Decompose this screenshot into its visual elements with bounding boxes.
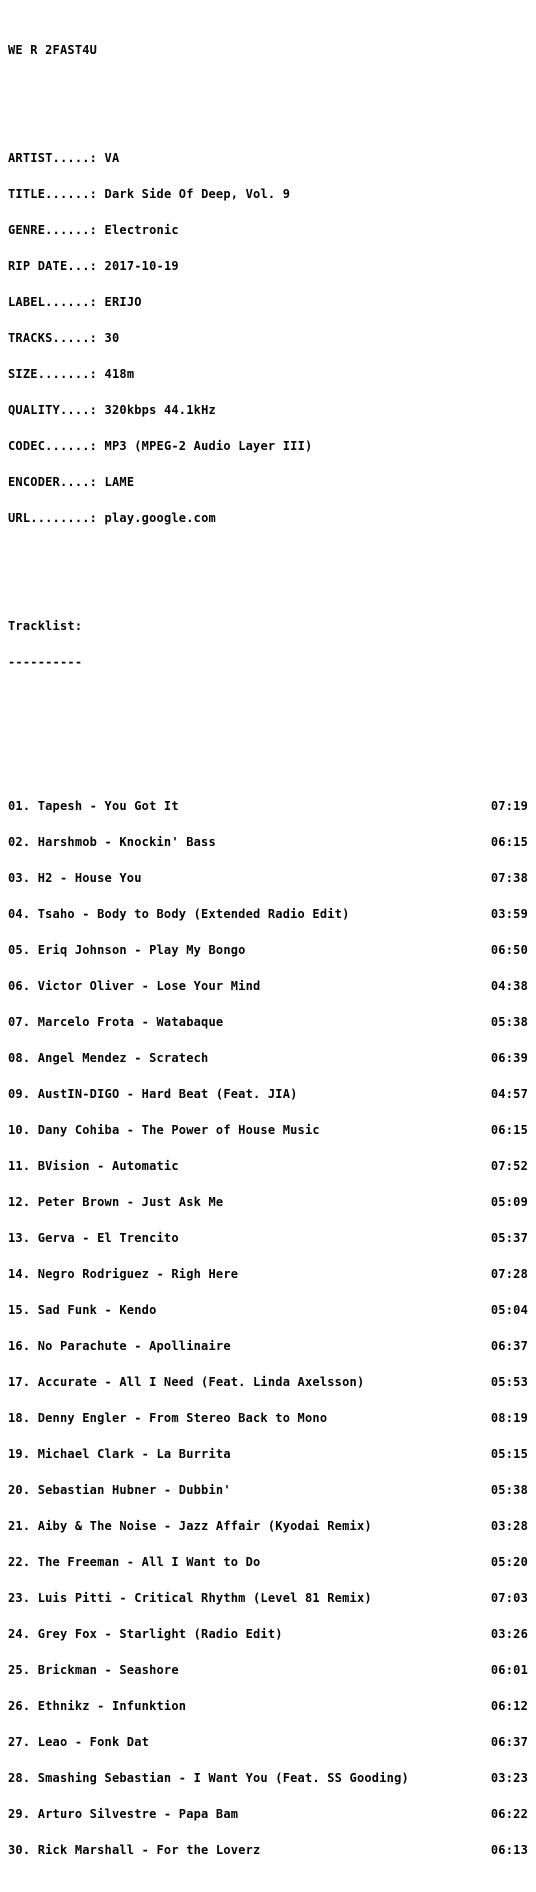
track-row [8, 1448, 528, 1460]
meta-value: LAME [104, 475, 135, 489]
meta-label: ARTIST.....: [8, 151, 98, 165]
track-duration: 08:19 [490, 1411, 528, 1425]
track-title: 19. Michael Clark - La Burrita [8, 1447, 231, 1461]
track-row [8, 1556, 528, 1568]
track-list [8, 776, 528, 1880]
track-duration: 06:37 [490, 1735, 528, 1749]
meta-label: URL........: [8, 511, 98, 525]
track-row [8, 1808, 528, 1820]
track-row [8, 944, 528, 956]
track-title: 01. Tapesh - You Got It [8, 799, 179, 813]
meta-size [8, 368, 528, 380]
track-duration: 05:53 [490, 1375, 528, 1389]
track-row [8, 980, 528, 992]
track-row [8, 1124, 528, 1136]
track-duration: 06:15 [490, 1123, 528, 1137]
track-title: 08. Angel Mendez - Scratech [8, 1051, 209, 1065]
meta-artist [8, 152, 528, 164]
meta-value: MP3 (MPEG-2 Audio Layer III) [104, 439, 313, 453]
track-row [8, 1628, 528, 1640]
track-duration: 05:20 [490, 1555, 528, 1569]
track-title: 22. The Freeman - All I Want to Do [8, 1555, 261, 1569]
track-row [8, 1592, 528, 1604]
track-title: 25. Brickman - Seashore [8, 1663, 179, 1677]
track-title: 09. AustIN-DIGO - Hard Beat (Feat. JIA) [8, 1087, 298, 1101]
track-title: 15. Sad Funk - Kendo [8, 1303, 157, 1317]
meta-value: VA [104, 151, 120, 165]
track-row [8, 1700, 528, 1712]
track-row [8, 1484, 528, 1496]
track-row [8, 800, 528, 812]
meta-label: ENCODER....: [8, 475, 98, 489]
track-row [8, 1844, 528, 1856]
track-title: 11. BVision - Automatic [8, 1159, 179, 1173]
track-duration: 07:03 [490, 1591, 528, 1605]
meta-codec [8, 440, 528, 452]
meta-quality [8, 404, 528, 416]
meta-label: RIP DATE...: [8, 259, 98, 273]
blank-line [8, 728, 528, 740]
meta-rip-date [8, 260, 528, 272]
track-row [8, 836, 528, 848]
meta-label: QUALITY....: [8, 403, 98, 417]
track-duration: 05:15 [490, 1447, 528, 1461]
track-duration: 04:57 [490, 1087, 528, 1101]
meta-value: ERIJO [104, 295, 142, 309]
track-title: 20. Sebastian Hubner - Dubbin' [8, 1483, 231, 1497]
tracklist-rule: ---------- [8, 655, 83, 669]
track-duration: 05:37 [490, 1231, 528, 1245]
track-title: 26. Ethnikz - Infunktion [8, 1699, 187, 1713]
track-row [8, 1016, 528, 1028]
meta-label: CODEC......: [8, 439, 98, 453]
track-duration: 03:23 [490, 1771, 528, 1785]
blank-line [8, 80, 528, 92]
meta-label: SIZE.......: [8, 367, 98, 381]
meta-label: LABEL......: [8, 295, 98, 309]
track-row [8, 1052, 528, 1064]
meta-label: GENRE......: [8, 223, 98, 237]
track-row [8, 1376, 528, 1388]
meta-label: TITLE......: [8, 187, 98, 201]
track-duration: 07:52 [490, 1159, 528, 1173]
track-duration: 05:04 [490, 1303, 528, 1317]
track-title: 07. Marcelo Frota - Watabaque [8, 1015, 224, 1029]
track-title: 10. Dany Cohiba - The Power of House Music [8, 1123, 320, 1137]
track-title: 23. Luis Pitti - Critical Rhythm (Level 81 Remix) [8, 1591, 372, 1605]
meta-url [8, 512, 528, 524]
meta-value: Dark Side Of Deep, Vol. 9 [104, 187, 291, 201]
track-duration: 03:28 [490, 1519, 528, 1533]
track-duration: 05:38 [490, 1015, 528, 1029]
track-row [8, 1088, 528, 1100]
meta-tracks [8, 332, 528, 344]
meta-value: play.google.com [104, 511, 216, 525]
track-row [8, 1664, 528, 1676]
track-duration: 06:22 [490, 1807, 528, 1821]
meta-value: 2017-10-19 [104, 259, 179, 273]
track-row [8, 1268, 528, 1280]
meta-label-name [8, 296, 528, 308]
track-title: 17. Accurate - All I Need (Feat. Linda Axelsson) [8, 1375, 365, 1389]
meta-title [8, 188, 528, 200]
track-title: 02. Harshmob - Knockin' Bass [8, 835, 216, 849]
track-duration: 05:09 [490, 1195, 528, 1209]
track-title: 21. Aiby & The Noise - Jazz Affair (Kyodai Remix) [8, 1519, 372, 1533]
track-row [8, 1412, 528, 1424]
track-row [8, 1520, 528, 1532]
meta-genre [8, 224, 528, 236]
track-title: 27. Leao - Fonk Dat [8, 1735, 150, 1749]
track-title: 30. Rick Marshall - For the Loverz [8, 1843, 261, 1857]
track-title: 13. Gerva - El Trencito [8, 1231, 179, 1245]
track-duration: 07:38 [490, 871, 528, 885]
track-row [8, 1160, 528, 1172]
track-title: 14. Negro Rodriguez - Righ Here [8, 1267, 239, 1281]
track-duration: 06:15 [490, 835, 528, 849]
meta-value: 30 [104, 331, 120, 345]
track-title: 03. H2 - House You [8, 871, 142, 885]
tracklist-heading: Tracklist: [8, 619, 83, 633]
meta-label: TRACKS.....: [8, 331, 98, 345]
track-duration: 05:38 [490, 1483, 528, 1497]
track-duration: 03:26 [490, 1627, 528, 1641]
metadata-block [8, 128, 528, 548]
track-duration: 04:38 [490, 979, 528, 993]
track-row [8, 1232, 528, 1244]
track-row [8, 1340, 528, 1352]
track-duration: 06:01 [490, 1663, 528, 1677]
track-title: 05. Eriq Johnson - Play My Bongo [8, 943, 246, 957]
meta-value: 320kbps 44.1kHz [104, 403, 216, 417]
blank-line [8, 584, 528, 596]
track-row [8, 1304, 528, 1316]
track-duration: 07:28 [490, 1267, 528, 1281]
track-title: 18. Denny Engler - From Stereo Back to Mono [8, 1411, 328, 1425]
track-duration: 06:50 [490, 943, 528, 957]
track-title: 28. Smashing Sebastian - I Want You (Feat. SS Gooding) [8, 1771, 409, 1785]
meta-value: 418m [104, 367, 135, 381]
track-duration: 06:37 [490, 1339, 528, 1353]
track-duration: 03:59 [490, 907, 528, 921]
track-title: 04. Tsaho - Body to Body (Extended Radio Edit) [8, 907, 350, 921]
blank-line [8, 692, 528, 704]
track-duration: 06:13 [490, 1843, 528, 1857]
track-title: 12. Peter Brown - Just Ask Me [8, 1195, 224, 1209]
meta-encoder [8, 476, 528, 488]
group-header: WE R 2FAST4U [8, 43, 98, 57]
release-info-document [8, 20, 528, 1892]
track-row [8, 908, 528, 920]
track-row [8, 1736, 528, 1748]
track-duration: 06:12 [490, 1699, 528, 1713]
track-row [8, 872, 528, 884]
track-title: 24. Grey Fox - Starlight (Radio Edit) [8, 1627, 283, 1641]
track-duration: 07:19 [490, 799, 528, 813]
track-title: 29. Arturo Silvestre - Papa Bam [8, 1807, 239, 1821]
track-duration: 06:39 [490, 1051, 528, 1065]
track-row [8, 1196, 528, 1208]
track-title: 16. No Parachute - Apollinaire [8, 1339, 231, 1353]
meta-value: Electronic [104, 223, 179, 237]
track-row [8, 1772, 528, 1784]
track-title: 06. Victor Oliver - Lose Your Mind [8, 979, 261, 993]
